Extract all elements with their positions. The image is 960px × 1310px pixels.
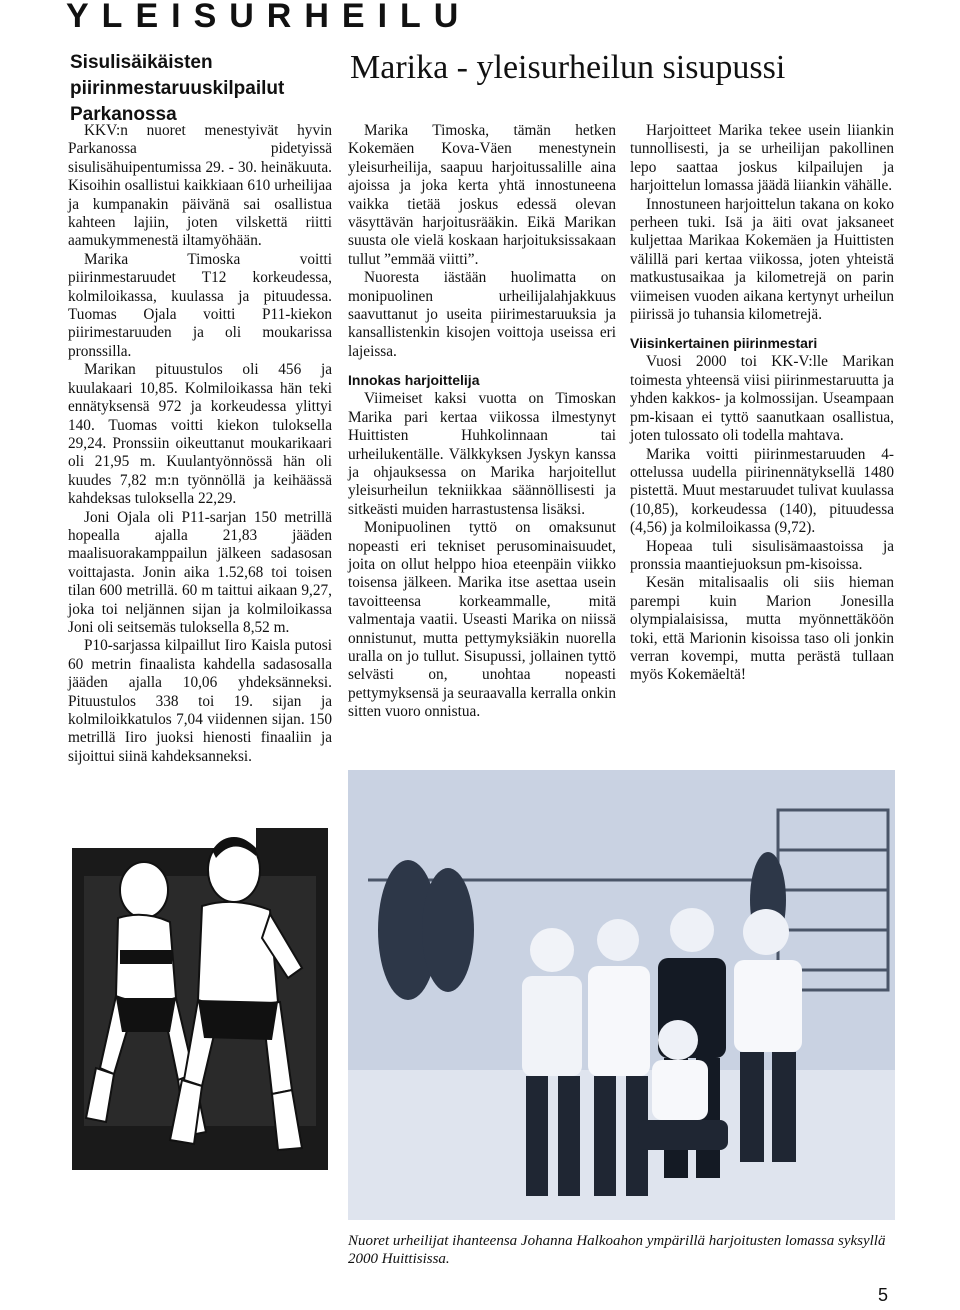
photo-caption: Nuoret urheilijat ihanteensa Johanna Halkoahon ympärillä harjoitusten lomassa syksyllä 2000 Huittisissa. bbox=[348, 1233, 886, 1267]
paragraph: P10-sarjassa kilpaillut Iiro Kaisla putosi 60 metrin finaalista kahdella sadasosalla jääden ajalla 10,06 yhdeksänneksi. Pituustulos 338 toi 19. sijan ja kolmiloikkatulos 7,04 viidennen sijan. 150 metrillä Iiro juoksi hienosti finaaliin ja sijoittui siinä kahdeksanneksi. bbox=[68, 637, 332, 765]
paragraph: Monipuolinen tyttö on omaksunut nopeasti eri tekniset perusominaisuudet, joita on ollut helppo hioa eteenpäin viikko toisensa jälkeen. Marika itse asettaa usein tavoitteensa korkeammalle, mitä valmentaja vaatii. Useasti Marika on niissä onnistunut, mutta pettymyksiäkin nuorella uralla on jo tullut. Sisupussi, jollainen tyttö selvästi on, unohtaa nopeasti pettymyksensä ja seuraavalla kerralla onkin sitten vuoro onnistua. bbox=[348, 519, 616, 721]
paragraph: Hopeaa tuli sisulisämaastoissa ja pronssia maantiejuoksun pm-kisoissa. bbox=[630, 537, 894, 573]
paragraph: Joni Ojala oli P11-sarjan 150 metrillä hopealla ajalla 21,83 jääden maalisuorakamppailun jälkeen sadasosan voittajasta. Jonin aika 1.52,68 toi toisen tilan 600 metrillä. 60 m taittui aikaan 9,27, joka toi neljännen sijan ja kolmiloikassa Joni oli seitsemäs tuloksella 8,52 m. bbox=[68, 508, 332, 636]
main-article-column-3 bbox=[630, 122, 894, 685]
paragraph: Marika Timoska voitti piirinmestaruudet T12 korkeudessa, kolmiloikassa, kuulassa ja pituudessa. Tuomas Ojala voitti P11-kiekon piirimestaruuden ja oli moukarissa pronssilla. bbox=[68, 250, 332, 360]
main-article-title: Marika - yleisurheilun sisupussi bbox=[350, 49, 786, 86]
paragraph: Viimeiset kaksi vuotta on Timoskan Marika pari kertaa viikossa ilmestynyt Huittisten Huhkolinnaan tai urheilukentälle. Välkkyksen Jyskyn kanssa ja ohjauksessa on Marika harjoitellut yleisurheilun tekniikkaa säännöllisesti ja sitkeästi muiden harrastustensa lisäksi. bbox=[348, 390, 616, 518]
group-photo bbox=[348, 770, 895, 1220]
section-heading-champion: Viisinkertainen piirinmestari bbox=[630, 335, 818, 352]
paragraph: Marika voitti piirinmestaruuden 4-ottelussa uudella piirinennätyksellä 1480 pistettä. Muut mestaruudet tulivat kuulassa (10,85), korkeudessa (140), pituudessa (4,56) ja kolmiloikassa (9,72). bbox=[630, 445, 894, 537]
left-article-body bbox=[68, 122, 332, 766]
paragraph: Kesän mitalisaalis oli siis hieman parempi kuin Marion Jonesilla olympialaisissa, mutta myönnettäköön toki, että Marionin kisoissa taso oli jonkin verran kovempi, mutta perästä tullaan myös Kokemäeltä! bbox=[630, 574, 894, 684]
paragraph: Vuosi 2000 toi KK-V:lle Marikan toimesta yhteensä viisi piirinmestaruutta ja yhden kakkos- ja kolmossijan. Useampaan pm-kisaan ei tyttö saanutkaan osallistua, joten tulossato oli todella mahtava. bbox=[630, 353, 894, 445]
paragraph: Marika Timoska, tämän hetken Kokemäen Kova-Väen menestynein yleisurheilija, saapuu harjoitussalille aina ajoissa ja joka kerta yhtä innostuneena vaikka tietää joskus edessä olevan väsyttävän harjoitusrääkin. Eikä Marikan suusta ole vielä koskaan harjoituksissakaan tullut ”emmää viitti”. bbox=[348, 122, 616, 268]
paragraph: Harjoitteet Marika tekee usein liiankin tunnollisesti, ja se urheilijan pakollinen lepo saattaa joskus kilpailujen ja harjoittelun lomassa jäädä liiankin vähälle. bbox=[630, 122, 894, 195]
section-heading-trainer: Innokas harjoittelija bbox=[348, 372, 480, 389]
paragraph: Marikan pituustulos oli 456 ja kuulakaari 10,85. Kolmiloikassa hän teki ennätyksensä 972 ja korkeudessa ylittyi 140. Tuomas voitti kiekon tuloksella 29,24. Pronssiin oikeuttanut moukarikaari oli 21,95 m. Kuulantyönnössä hän oli kuudes 7,82 m:n työnnöllä ja keihäässä kahdeksas tuloksella 22,29. bbox=[68, 361, 332, 508]
paragraph: Innostuneen harjoittelun takana on koko perheen tuki. Isä ja äiti ovat jaksaneet kuljettaa Marikaa Kokemäen ja Huittisten välillä pari kertaa viikossa, joten yhteistä matkustusaikaa ja kilometrejä on parin viimeisen vuoden aikana kertynyt urheilun piirissä jo tuhansia kilometrejä. bbox=[630, 195, 894, 324]
runners-illustration bbox=[66, 818, 330, 1170]
paragraph: Nuoresta iästään huolimatta on monipuolinen urheilijalahjakkuus saavuttanut jo useita piirimestaruuksia ja kansallistenkin kisojen voittoja useissa eri lajeissa. bbox=[348, 269, 616, 360]
page-number: 5 bbox=[878, 1285, 889, 1305]
section-masthead: YLEISURHEILU bbox=[66, 0, 472, 35]
paragraph: KKV:n nuoret menestyivät hyvin Parkanossa pidetyissä sisulisähuipentumissa 29. - 30. heinäkuuta. Kisoihin osallistui kaikkiaan 610 urheilijaa ja kumpanakin päivänä sai osallistua kahteen lajiin, joten vilskettä riitti aamukymmenestä iltamyöhään. bbox=[68, 122, 332, 250]
main-article-column-2 bbox=[348, 122, 616, 722]
left-article-title: Sisulisäikäisten piirinmestaruuskilpailut Parkanossa bbox=[70, 52, 285, 125]
